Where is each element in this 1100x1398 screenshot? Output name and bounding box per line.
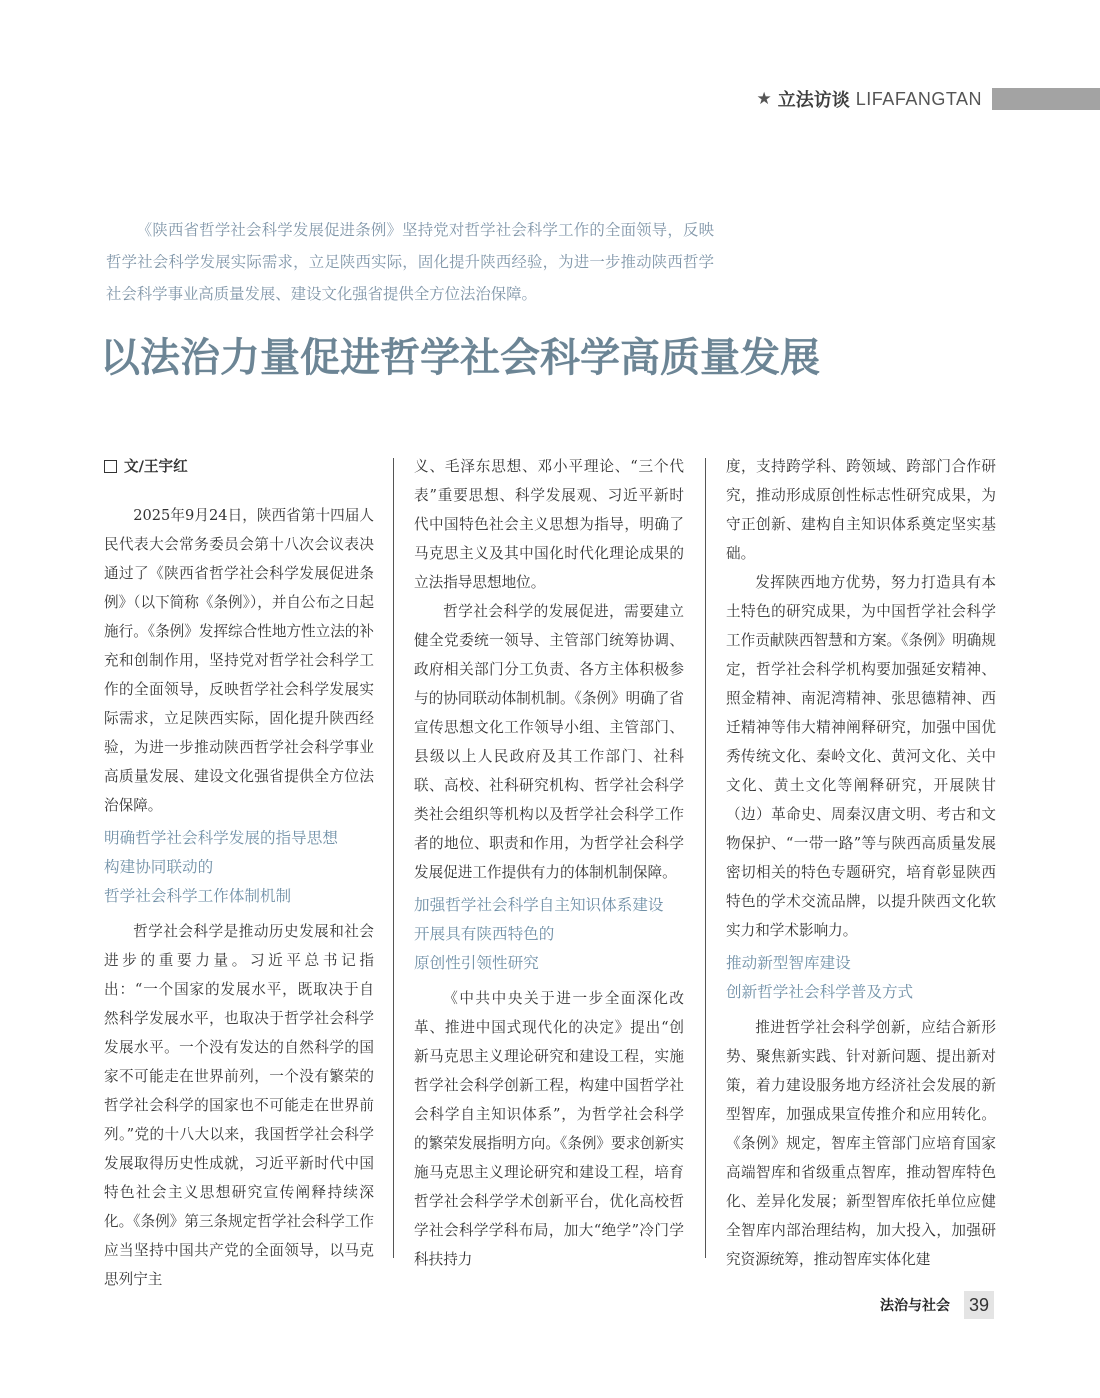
subheading-line: 开展具有陕西特色的 <box>414 925 555 943</box>
subheading-line: 构建协同联动的 <box>104 858 214 876</box>
column-divider <box>705 458 706 1258</box>
section-header <box>757 86 982 112</box>
star-icon: ★ <box>756 89 772 109</box>
paragraph: 哲学社会科学是推动历史发展和社会进步的重要力量。习近平总书记指出：“一个国家的发展水平，既取决于自然科学发展水平，也取决于哲学社会科学发展水平。一个没有发达的自然科学的国家不可能走在世界前列，一个没有繁荣的哲学社会科学的国家也不可能走在世界前列。”党的十八大以来，我国哲学社会科学发展取得历史性成就，习近平新时代中国特色社会主义思想研究宣传阐释持续深化。《条例》第三条规定哲学社会科学工作应当坚持中国共产党的全面领导，以马克思列宁主 <box>104 923 374 1288</box>
page-footer <box>880 1290 994 1320</box>
paragraph: 度，支持跨学科、跨领域、跨部门合作研究，推动形成原创性标志性研究成果，为守正创新、建构自主知识体系奠定坚实基础。 <box>726 458 996 562</box>
article-title: 以法治力量促进哲学社会科学高质量发展 <box>100 335 820 381</box>
author: 文/王宇红 <box>124 458 188 475</box>
subheading-line: 原创性引领性研究 <box>414 954 539 972</box>
column-1 <box>104 452 374 1294</box>
subheading <box>726 949 996 1007</box>
subheading-line: 推动新型智库建设 <box>726 954 851 972</box>
subheading-line: 创新哲学社会科学普及方式 <box>726 983 914 1001</box>
paragraph: 义、毛泽东思想、邓小平理论、“三个代表”重要思想、科学发展观、习近平新时代中国特色社会主义思想为指导，明确了马克思主义及其中国化时代化理论成果的立法指导思想地位。 <box>414 458 684 591</box>
paragraph: 发挥陕西地方优势，努力打造具有本土特色的研究成果，为中国哲学社会科学工作贡献陕西智慧和方案。《条例》明确规定，哲学社会科学机构要加强延安精神、照金精神、南泥湾精神、张思德精神、西迁精神等伟大精神阐释研究，加强中国优秀传统文化、秦岭文化、黄河文化、关中文化、黄土文化等阐释研究，开展陕甘（边）革命史、周秦汉唐文明、考古和文物保护、“一带一路”等与陕西高质量发展密切相关的特色专题研究，培育彰显陕西特色的学术交流品牌，以提升陕西文化软实力和学术影响力。 <box>726 574 996 939</box>
subheading <box>414 891 684 978</box>
section-name-en: LIFAFANGTAN <box>855 88 982 109</box>
magazine-name: 法治与社会 <box>880 1298 950 1314</box>
paragraph: 推进哲学社会科学创新，应结合新形势、聚焦新实践、针对新问题、提出新对策，着力建设服务地方经济社会发展的新型智库，加强成果宣传推介和应用转化。《条例》规定，智库主管部门应培育国家高端智库和省级重点智库，推动智库特色化、差异化发展；新型智库依托单位应健全智库内部治理结构，加大投入，加强研究资源统筹，推动智库实体化建 <box>726 1019 996 1268</box>
column-3 <box>726 452 996 1274</box>
byline <box>104 452 374 481</box>
square-icon <box>104 460 117 473</box>
column-2 <box>414 452 684 1274</box>
page-number: 39 <box>964 1291 994 1319</box>
subheading-line: 明确哲学社会科学发展的指导思想 <box>104 829 338 847</box>
column-divider <box>393 458 394 1258</box>
lead-paragraph: 《陕西省哲学社会科学发展促进条例》坚持党对哲学社会科学工作的全面领导，反映哲学社会科学发展实际需求，立足陕西实际，固化提升陕西经验，为进一步推动陕西哲学社会科学事业高质量发展、建设文化强省提供全方位法治保障。 <box>106 221 714 303</box>
section-name-cn: 立法访谈 <box>777 90 850 111</box>
header-bar-decoration <box>992 88 1100 110</box>
subheading-line: 哲学社会科学工作体制机制 <box>104 887 292 905</box>
subheading <box>104 824 374 911</box>
paragraph: 2025年9月24日，陕西省第十四届人民代表大会常务委员会第十八次会议表决通过了《陕西省哲学社会科学发展促进条例》（以下简称《条例》），并自公布之日起施行。《条例》发挥综合性地方性立法的补充和创制作用，坚持党对哲学社会科学工作的全面领导，反映哲学社会科学发展实际需求，立足陕西实际，固化提升陕西经验，为进一步推动陕西哲学社会科学事业高质量发展、建设文化强省提供全方位法治保障。 <box>104 507 374 814</box>
paragraph: 《中共中央关于进一步全面深化改革、推进中国式现代化的决定》提出“创新马克思主义理论研究和建设工程，实施哲学社会科学创新工程，构建中国哲学社会科学自主知识体系”，为哲学社会科学的繁荣发展指明方向。《条例》要求创新实施马克思主义理论研究和建设工程，培育哲学社会科学学术创新平台，优化高校哲学社会科学学科布局，加大“绝学”冷门学科扶持力 <box>414 990 684 1268</box>
subheading-line: 加强哲学社会科学自主知识体系建设 <box>414 896 664 914</box>
paragraph: 哲学社会科学的发展促进，需要建立健全党委统一领导、主管部门统筹协调、政府相关部门分工负责、各方主体积极参与的协同联动体制机制。《条例》明确了省宣传思想文化工作领导小组、主管部门、县级以上人民政府及其工作部门、社科联、高校、社科研究机构、哲学社会科学类社会组织等机构以及哲学社会科学工作者的地位、职责和作用，为哲学社会科学发展促进工作提供有力的体制机制保障。 <box>414 603 684 881</box>
